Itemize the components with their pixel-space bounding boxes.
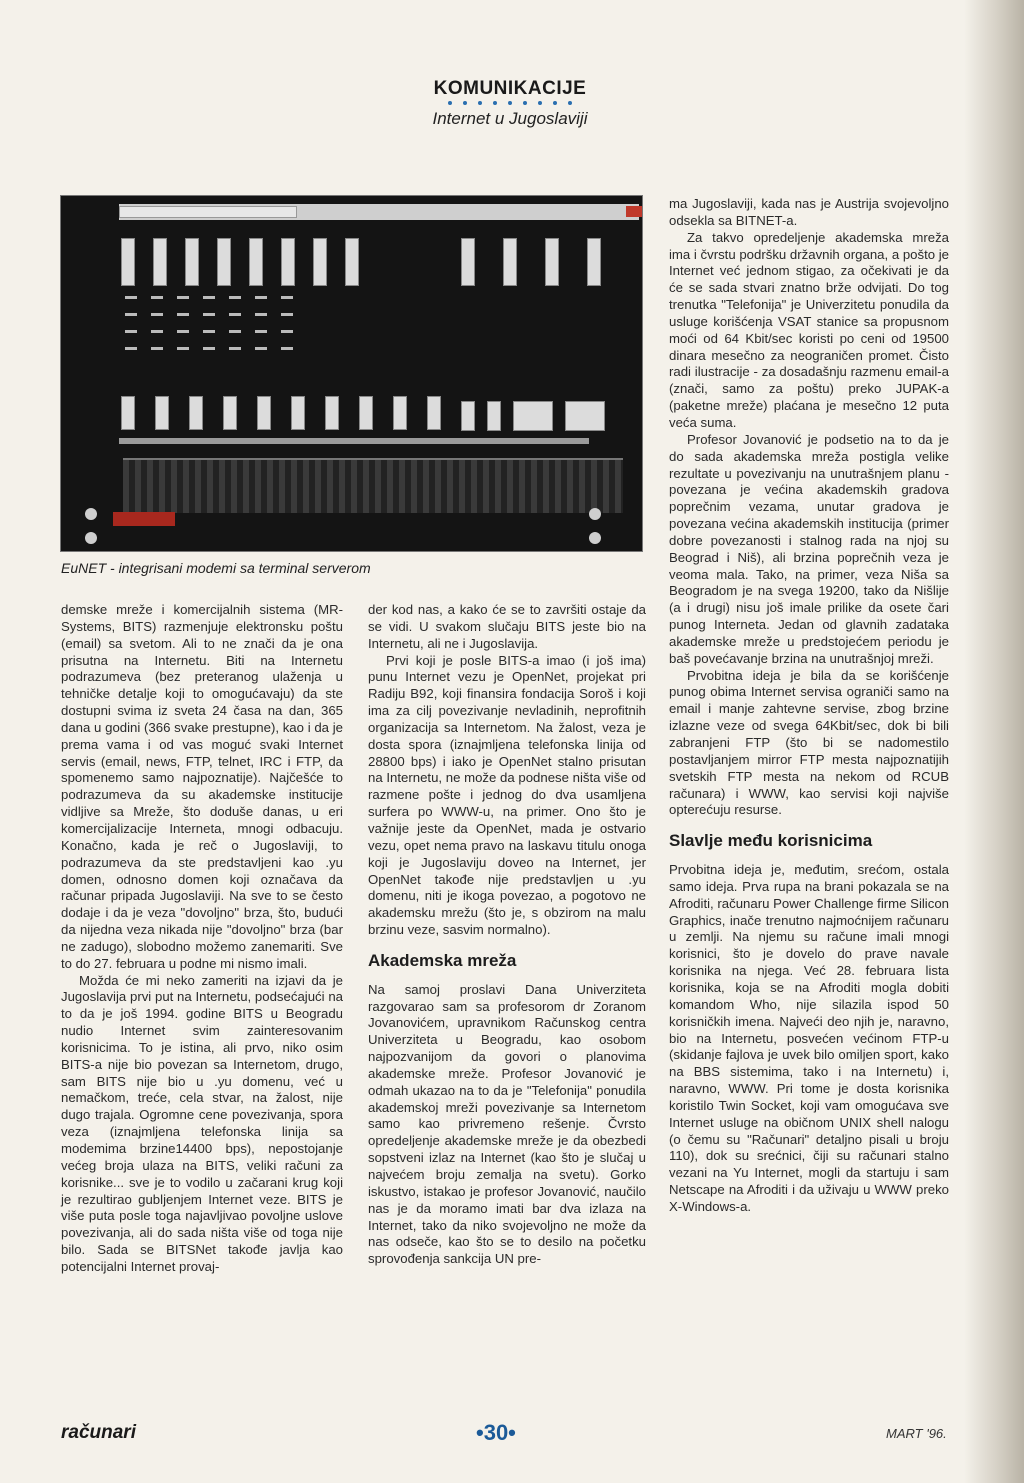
- total-control-plate: [119, 206, 297, 218]
- usrobotics-logo: [113, 512, 175, 526]
- paragraph: der kod nas, a kako će se to završiti ostaje da se vidi. U svakom slučaju BITS jeste bio na Internetu, ali ne i Jugoslavija.: [368, 602, 646, 651]
- paragraph: ma Jugoslaviji, kada nas je Austrija svojevoljno odsekla sa BITNET-a.: [669, 196, 949, 228]
- photo-modem-rack: [60, 195, 643, 552]
- page-edge-shadow: [964, 0, 1024, 1483]
- article-column-3: [669, 196, 949, 1216]
- paragraph: Za takvo opredeljenje akademska mreža ima i čvrstu podršku državnih organa, a pošto je Internet već jednom stigao, za očekivati je da će se sada stvari znatno brže odvijati. Do tog trenutka "Telefonija" je Univerzitetu ponudila da usluge korišćenja VSAT stanice sa propusnom moći od 64 Kbit/sec koristi po ceni od 19500 dinara mesečno za neograničen promet. Čisto radi ilustracije - za dosadašnju razmenu email-a (znači, samo za poštu) preko JUPAK-a (paketne mreže) plaćana je mesečno 12 puta veća suma.: [669, 229, 950, 430]
- paragraph: Prvi koji je posle BITS-a imao (i još ima) punu Internet vezu je OpenNet, projekat pri Radiju B92, koji finansira fondacija Soroš i koji ima za cilj povezivanje nevladinih, neprofitnih organizacija sa Internetom. Na žalost, veza je dosta spora (iznajmljena telefonska linija od 28800 bps) i iako je OpenNet stalno prisutan na Internetu, ne može da podnese ništa više od razmene pošte i jednog do dva usamljena surfera po WWW-u, na primer. Ono što je važnije jeste da OpenNet, mada je ostvario vezu, opet nema pravo na laskavu titulu onoga koji je Jugoslaviju doveo na Internet, jer OpenNet takođe nije predstavljen u .yu domenu, niti je ikoga povezao, a pogotovo ne akademsku mrežu (što je, s obzirom na malu brzinu veze, sasvim normalno).: [368, 652, 646, 938]
- terminal-server-grille: [123, 458, 623, 513]
- subheading-akademska-mreza: Akademska mreža: [368, 950, 517, 970]
- section-title: KOMUNIKACIJE: [433, 78, 587, 99]
- paragraph: Prvobitna ideja je, međutim, srećom, ostala samo ideja. Prva rupa na brani pokazala se na Afroditi, računaru Power Challenge firme Silicon Graphics, inače trenutno najmoćnijem računaru u zemlji. Na njemu su račune imali mnogi korisnici, što je dovelo do prave navale korisnika na njega. Već 28. februara lista korisnika, koja se na Afroditi mogla dobiti komandom Who, nije silazila ispod 50 korisničkih imena. Najveći deo njih je, naravno, bio na Internetu, posvećen većinom FTP-u (skidanje fajlova je uvek bilo omiljen sport, kako na BBS sistemima, tako i na Internetu) i, naravno, WWW. Pri tome je dosta korisnika koristilo Twin Socket, koji vam omogućava sve Internet usluge na običnom UNIX shell nalogu (o čemu su "Računari" detaljno pisali u broju 110), dok su srećnici, čiji su računari stalno vezani na Yu Internet, mogli da startuju i sam Netscape na Afroditi i da uživaju u WWW preko X-Windows-a.: [669, 862, 949, 1214]
- decorative-dots: [330, 101, 690, 107]
- magazine-name: računari: [61, 1422, 136, 1443]
- photo-caption: EuNET - integrisani modemi sa terminal serverom: [61, 560, 371, 576]
- paragraph: Prvobitna ideja je bila da se korišćenje punog obima Internet servisa ograniči samo na email i manje zahtevne servise, zbog brzine izlazne veze od svega 64Kbit/sec, dok bi bili zabranjeni FTP (što bi se nadomestilo postavljanjem mirror FTP mesta najpoznatijih svetskih FTP mesta na nekom od RCUB računara) i WWW, kao servisi koji najviše opterećuju resurse.: [669, 667, 949, 818]
- section-subtitle: Internet u Jugoslaviji: [432, 109, 588, 128]
- paragraph: Profesor Jovanović je podsetio na to da je do sada akademska mreža postigla velike rezultate u povezivanju na unutrašnjem planu - povezana je većina akademskih gradova poprečnim vezama, unutar gradova je povezana većina akademskih institucija (primer dobre povezanosti i stalnog rada na njoj su Beograd i Niš), ali brzina poprečnih veza je veoma mala. Tako, na primer, veza Niša sa Beogradom je na svega 19200, tako da Nišlije (a i drugi) nisu još imale prilike da osete čari punog Interneta. Jedan od glavnih zadataka akademske mreže u predstojećem periodu je baš povećavanje brzina na unutrašnjoj mreži.: [669, 431, 949, 666]
- article-column-2: [368, 602, 646, 1268]
- paragraph: demske mreže i komercijalnih sistema (MR-Systems, BITS) razmenjuje elektronsku poštu (email) sa svetom. Ali to ne znači da je ona prisutna na Internetu. Biti na Internetu podrazumeva (bez preteranog ulaženja u tehničke detalje koji to omogućavaju) da ste dostupni svima iz sveta 24 časa na dan, 365 dana u godini (366 svake prestupne), kao i da je prema vama i od vas moguć svaki Internet servis (email, news, FTP, telnet, IRC i FTP, da spomenemo samo najpoznatije). Najčešće to podrazumeva da su akademske institucije vidljive sa Mreže, što doduše danas, u eri komercijalizacije Interneta, mnogi odbacuju. Konačno, kada je reč o Jugoslaviji, to podrazumeva da ste predstavljeni kao .yu domen, odnosno domen koji označava da računar pripada Jugoslaviji. Na sve to se često dodaje i da je veza "dovoljno" brza, što, budući da nijedna veza nikada nije "dovoljno" brza (bar ne zadugo), slobodno možemo zanemariti. Sve to do 27. februara u podne mi nismo imali.: [61, 602, 343, 971]
- paragraph: Možda će mi neko zameriti na izjavi da je Jugoslavija prvi put na Internetu, podsećajući na to da je još 1994. godine BITS u Beogradu nudio Internet svim zainteresovanim korisnicima. To je istina, ali prvo, niko osim BITS-a nije bio povezan sa Internetom, drugo, sam BITS nije bio u .yu domenu, već u nemačkom, treće, cela stvar, na žalost, nije dugo trajala. Ogromne cene povezivanja, spora veza (iznajmljena telefonska linija sa modemima brzine14400 bps), nepostojanje većeg broja ulaza na BITS, veliki računi za korisnike... sve je to vodilo u začarani krug koji je rezultirao gubljenjem Internet veze. BITS je više puta posle toga najavljivao povoljne uslove povezivanja, ali do sada ništa više od toga nije bilo. Sada se BITSNet takođe javlja kao potencijalni Internet provaj-: [61, 972, 343, 1274]
- page-number: •30•: [476, 1420, 516, 1445]
- page-header: [330, 78, 690, 129]
- paragraph: Na samoj proslavi Dana Univerziteta razgovarao sam sa profesorom dr Zoranom Jovanovićem, upravnikom Računskog centra Univerziteta u Beogradu, kao osobom najpozvanijom da govori o planovima akademske mreže. Profesor Jovanović je odmah ukazao na to da je "Telefonija" ponudila akademskoj mreži povezivanje sa Internetom samo kao privremeno rešenje. Čvrsto opredeljenje akademske mreže je da obezbedi sopstveni izlaz na Internet (kao što je slučaj u najvećem broju zemalja na svetu). Gorko iskustvo, istakao je profesor Jovanović, naučilo nas je da moramo imati bar dva izlaza na Internet, tako da niko svojevoljno ne može da nas odseče, kao što se to desilo na početku sprovođenja sankcija UN pre-: [368, 981, 646, 1267]
- subheading-slavlje: Slavlje među korisnicima: [669, 831, 873, 851]
- issue-date: MART '96.: [886, 1426, 947, 1441]
- article-column-1: [61, 602, 343, 1276]
